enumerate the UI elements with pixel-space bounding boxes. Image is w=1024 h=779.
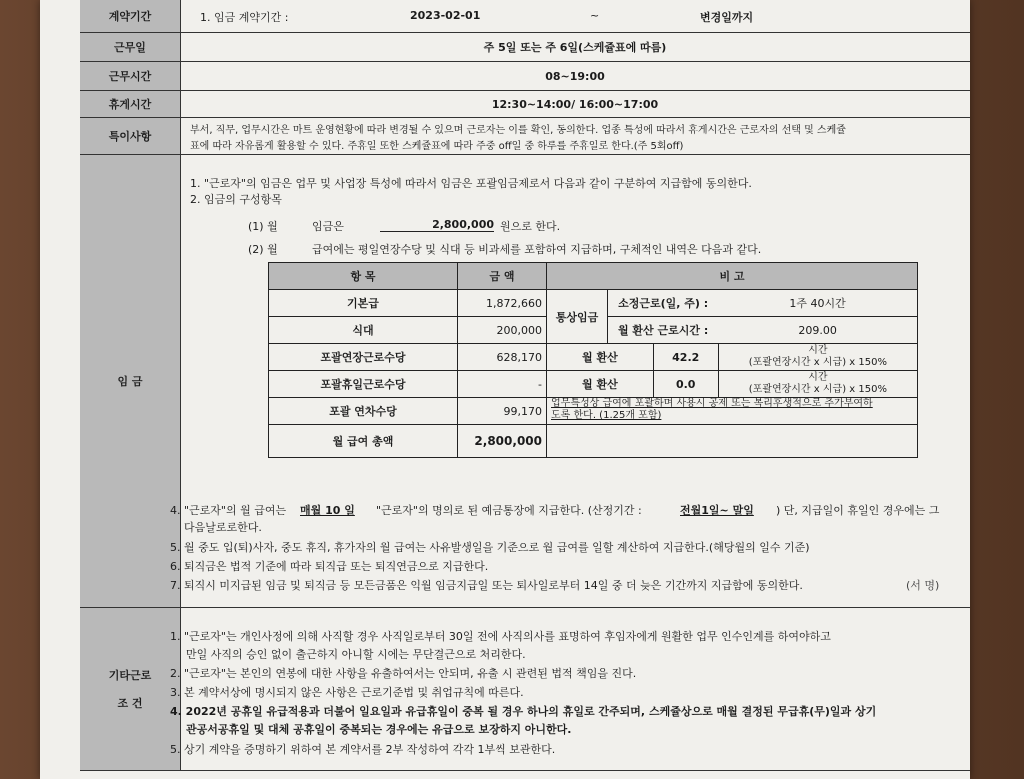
row-overtime-unit: 시간 [808, 345, 828, 356]
other-conditions-label-2: 조 건 [117, 697, 143, 710]
monthly-wage-num: (1) 월 [248, 220, 278, 233]
pay-period: 전월1일~ 말일 [680, 504, 754, 517]
wage-clause-2: 2. 임금의 구성항목 [190, 193, 282, 206]
row-overtime-amount: 628,170 [458, 344, 547, 371]
pay-breakdown-num: (2) 월 [248, 243, 278, 256]
contract-period-header: 계약기간 [80, 0, 181, 33]
col-item-header: 항 목 [269, 263, 458, 290]
wage-clause-5: 5. 월 중도 입(퇴)사자, 중도 휴직, 휴가자의 월 급여는 사유발생일을 기준으로 월 급여를 일할 계산하여 지급한다.(해당월의 일수 기준) [170, 541, 810, 554]
row-total-item: 월 급여 총액 [269, 425, 458, 458]
break-time-row [180, 91, 970, 118]
annual-leave-note-1: 업무특성상 급여에 포괄하며 사용시 공제 또는 복리후생적으로 추가부여하 [551, 398, 873, 409]
other-clause-3: 3. 본 계약서상에 명시되지 않은 사항은 근로기준법 및 취업규칙에 따른다. [170, 686, 524, 699]
row-overtime-conv: 월 환산 [547, 344, 654, 371]
wage-clause-1: 1. "근로자"의 임금은 업무 및 사업장 특성에 따라서 임금은 포괄임금제로서 다음과 같이 구분하여 지급함에 동의한다. [190, 177, 752, 190]
wage-header: 임 금 [80, 155, 181, 608]
row-overtime-item: 포괄연장근로수당 [269, 344, 458, 371]
row-holiday-formula: (포괄연장시간 x 시급) x 150% [748, 384, 887, 395]
pay-breakdown-table [268, 262, 918, 458]
col-note-header: 비 고 [547, 263, 918, 290]
other-clause-4b: 관공서공휴일 및 대체 공휴일이 중복되는 경우에는 유급으로 보장하지 아니한다. [186, 723, 572, 736]
row-holiday-unit: 시간 [808, 372, 828, 383]
row-overtime-formula: (포괄연장시간 x 시급) x 150% [748, 357, 887, 368]
other-clause-1a: 1. "근로자"는 개인사정에 의해 사직할 경우 사직일로부터 30일 전에 사직의사를 표명하여 후임자에게 원활한 업무 인수인계를 하여야하고 [170, 630, 831, 643]
ordinary-wage-label: 통상임금 [547, 290, 608, 344]
other-conditions-header [80, 608, 181, 771]
row-holiday-item: 포괄휴일근로수당 [269, 371, 458, 398]
special-notes-header: 특이사항 [80, 118, 181, 155]
monthly-hours-label: 월 환산 근로시간 : [608, 317, 719, 344]
work-hours-header: 근무시간 [80, 62, 181, 91]
table-row [269, 344, 918, 371]
row-annual-leave-amount: 99,170 [458, 398, 547, 425]
row-base-pay-amount: 1,872,660 [458, 290, 547, 317]
std-hours-label: 소정근로(일, 주) : [608, 290, 719, 317]
row-holiday-conv: 월 환산 [547, 371, 654, 398]
contract-end-date: 변경일까지 [700, 11, 754, 24]
other-conditions-section [170, 608, 970, 771]
pay-date: 매월 10 일 [300, 504, 355, 517]
monthly-wage-amount: 2,800,000 [380, 218, 494, 232]
special-notes-line-2: 표에 따라 자유롭게 활용할 수 있다. 주휴일 또한 스케쥴표에 따라 주중 off일 중 하루를 주휴일로 한다.(주 5회off) [190, 141, 684, 152]
monthly-wage-label: 임금은 [312, 220, 344, 233]
row-overtime-note [718, 344, 917, 371]
wage-clause-7: 7. 퇴직시 미지급된 임금 및 퇴직금 등 모든금품은 익월 임금지급일 또는 퇴사일로부터 14일 중 더 늦은 기간까지 지급함에 동의한다. [170, 579, 803, 592]
work-days-value: 주 5일 또는 주 6일(스케쥴표에 따름) [483, 41, 667, 54]
wage-clause-4c: ) 단, 지급일이 휴일인 경우에는 그 [776, 504, 940, 517]
row-meal-item: 식대 [269, 317, 458, 344]
row-holiday-hours: 0.0 [653, 371, 718, 398]
row-total-note [547, 425, 918, 458]
row-base-pay-item: 기본급 [269, 290, 458, 317]
wage-clause-4b: "근로자"의 명의로 된 예금통장에 지급한다. (산정기간 : [376, 504, 642, 517]
other-clause-2: 2. "근로자"는 본인의 연봉에 대한 사항을 유출하여서는 안되며, 유출 시 관련된 법적 책임을 진다. [170, 667, 637, 680]
work-days-header: 근무일 [80, 33, 181, 62]
other-clause-5: 5. 상기 계약을 증명하기 위하여 본 계약서를 2부 작성하여 각각 1부씩 보관한다. [170, 743, 556, 756]
wage-clause-6: 6. 퇴직금은 법적 기준에 따라 퇴직급 또는 퇴직연금으로 지급한다. [170, 560, 489, 573]
col-amount-header: 금 액 [458, 263, 547, 290]
table-row [269, 398, 918, 425]
work-hours-row [180, 62, 970, 91]
annual-leave-note-2: 도록 한다. (1.25개 포함) [551, 410, 662, 421]
break-time-value: 12:30~14:00/ 16:00~17:00 [491, 97, 659, 111]
monthly-wage-tail: 원으로 한다. [500, 220, 561, 233]
special-notes-line-1: 부서, 직무, 업무시간은 마트 운영현황에 따라 변경될 수 있으며 근로자는 이를 확인, 동의한다. 업종 특성에 따라서 휴게시간은 근로자의 선택 및 스케쥴 [190, 125, 846, 136]
row-total-amount: 2,800,000 [458, 425, 547, 458]
contract-document [40, 0, 970, 779]
signature-field[interactable]: (서 명) [906, 579, 940, 592]
row-holiday-note [718, 371, 917, 398]
pay-breakdown-text: 급여에는 평일연장수당 및 식대 등 비과세를 포함하여 지급하며, 구체적인 내역은 다음과 같다. [312, 243, 762, 256]
monthly-hours-value: 209.00 [718, 317, 917, 344]
table-header-row [269, 263, 918, 290]
row-holiday-amount: - [458, 371, 547, 398]
work-days-row [180, 33, 970, 62]
work-hours-value: 08~19:00 [545, 69, 605, 83]
contract-period-tilde: ~ [590, 9, 600, 22]
other-clause-4a: 4. 2022년 공휴일 유급적용과 더불어 일요일과 유급휴일이 중복 될 경우 하나의 휴일로 간주되며, 스케쥴상으로 매월 결정된 무급휴(무)일과 상기 [170, 705, 877, 718]
special-notes-row [180, 118, 970, 155]
table-row [269, 290, 918, 317]
other-clause-1b: 만일 사직의 승인 없이 출근하지 아니할 시에는 무단결근으로 처리한다. [186, 648, 526, 661]
std-hours-value: 1주 40시간 [718, 290, 917, 317]
row-annual-leave-note [547, 398, 918, 425]
wage-clause-4d: 다음날로로한다. [184, 521, 262, 534]
contract-start-date: 2023-02-01 [410, 9, 481, 22]
wage-clause-4a: 4. "근로자"의 월 급여는 [170, 504, 287, 517]
contract-period-row [180, 0, 970, 33]
table-row [269, 371, 918, 398]
contract-period-item: 1. 임금 계약기간 : [200, 11, 289, 24]
row-annual-leave-item: 포괄 연차수당 [269, 398, 458, 425]
row-meal-amount: 200,000 [458, 317, 547, 344]
break-time-header: 휴게시간 [80, 91, 181, 118]
other-conditions-label-1: 기타근로 [108, 669, 152, 682]
row-overtime-hours: 42.2 [653, 344, 718, 371]
table-row [269, 425, 918, 458]
